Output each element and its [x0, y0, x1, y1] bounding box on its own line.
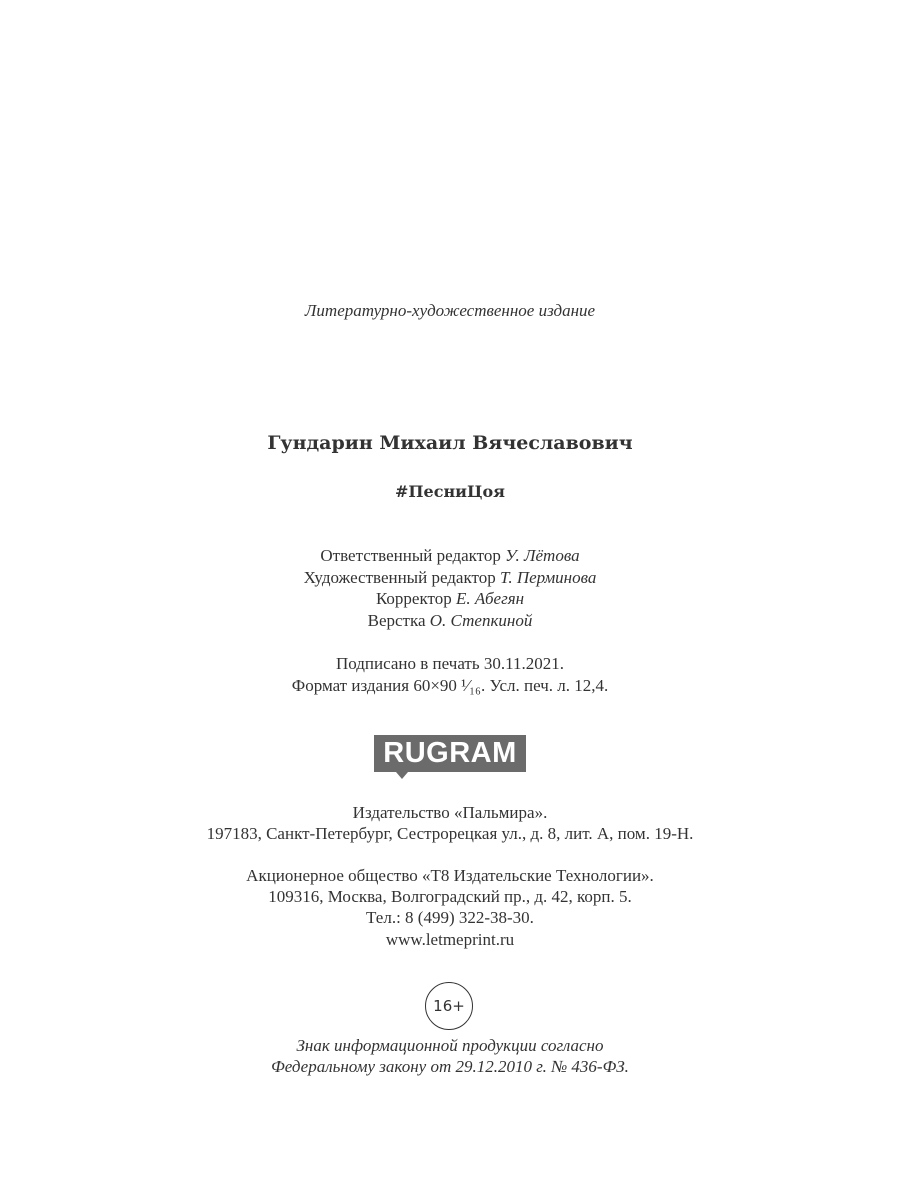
notice-line: Знак информационной продукции согласно — [296, 1036, 604, 1055]
credit-role: Верстка — [367, 611, 426, 630]
credit-line — [0, 567, 900, 589]
credit-name: У. Лётова — [505, 546, 580, 565]
format-info: Формат издания 60×90 ¹⁄₁₆. Усл. печ. л. 12,4. — [291, 676, 609, 695]
credit-name: Е. Абегян — [455, 589, 525, 608]
notice-line: Федеральному закону от 29.12.2010 г. № 436-ФЗ. — [271, 1057, 629, 1076]
publisher-name: Издательство «Пальмира». — [352, 803, 548, 822]
credit-role: Художественный редактор — [303, 568, 496, 587]
credit-name: Т. Перминова — [499, 568, 597, 587]
credit-line — [0, 588, 900, 610]
credit-role: Ответственный редактор — [320, 546, 501, 565]
printer-phone: Тел.: 8 (499) 322-38-30. — [366, 908, 534, 927]
book-title: #ПесниЦоя — [395, 482, 505, 501]
credit-line — [0, 545, 900, 567]
publisher-address: 197183, Санкт-Петербург, Сестрорецкая ул., д. 8, лит. А, пом. 19-Н. — [206, 824, 694, 843]
printer-name: Акционерное общество «Т8 Издательские Технологии». — [246, 866, 654, 885]
credit-line — [0, 610, 900, 632]
age-rating-badge: 16+ — [425, 982, 473, 1030]
author-name: Гундарин Михаил Вячеславович — [267, 432, 633, 454]
edition-type: Литературно-художественное издание — [304, 301, 596, 320]
credit-name: О. Степкиной — [429, 611, 533, 630]
rugram-logo: RUGRAM — [374, 735, 526, 772]
signed-to-print: Подписано в печать 30.11.2021. — [336, 654, 564, 673]
printer-address: 109316, Москва, Волгоградский пр., д. 42, корп. 5. — [268, 887, 632, 906]
printer-website: www.letmeprint.ru — [385, 930, 515, 949]
credit-role: Корректор — [375, 589, 452, 608]
